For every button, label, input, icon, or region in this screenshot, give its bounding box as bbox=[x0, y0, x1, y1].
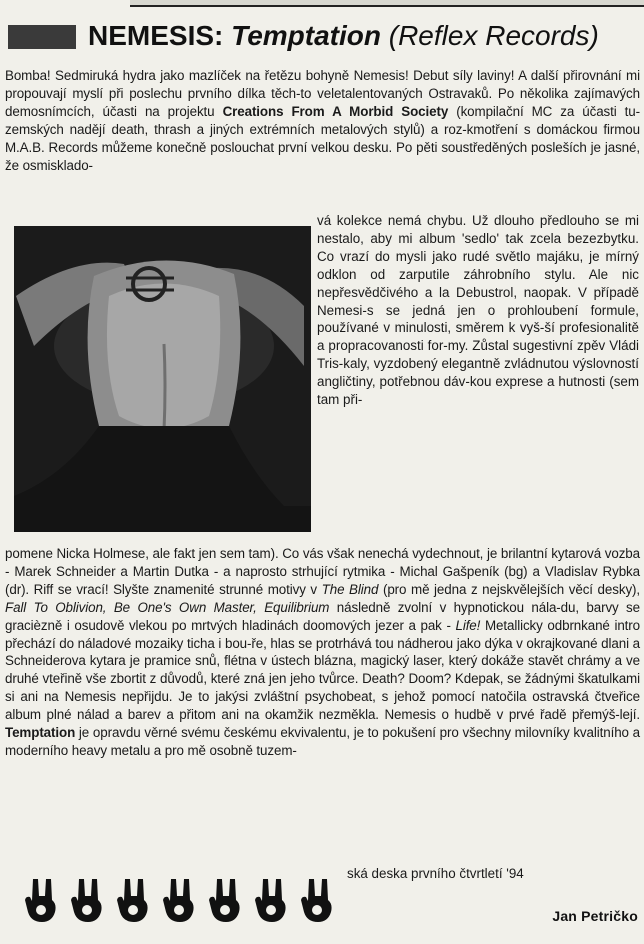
intro-text-2: (kompilační MC za účasti tu-zemských nadějí death, thrash a jiných extrémních metalových stylů) a roz-kmotření s domáckou firmou M.A.B. Records můžeme konečně poslouchat první velkou desku. Po pěti soustředěných posleších je jasné, že osmisklado- bbox=[5, 103, 641, 173]
main-paragraph bbox=[5, 545, 640, 760]
headline-title bbox=[88, 18, 599, 54]
horns-hand-icon bbox=[252, 876, 292, 924]
closing-line: ská deska prvního čtvrtletí '94 bbox=[347, 866, 524, 881]
horns-hand-icon bbox=[298, 876, 338, 924]
horns-hand-icon bbox=[160, 876, 200, 924]
compilation-name: Creations From A Morbid Society bbox=[222, 103, 449, 119]
horns-hand-icon bbox=[68, 876, 108, 924]
track-titles-list: Fall To Oblivion, Be One's Own Master, Equilibrium bbox=[5, 599, 330, 615]
author-signature: Jan Petričko bbox=[552, 908, 638, 924]
album-title: Temptation bbox=[231, 20, 381, 51]
track-title-the-blind: The Blind bbox=[321, 581, 379, 597]
wrapped-paragraph: vá kolekce nemá chybu. Už dlouho předlouho se mi nestalo, aby mi album 'sedlo' tak zcela bezezbytku. Co vrazí do mysli jako rudé světlo majáku, je mírný odklon od zarputile záhrobního stylu. Ale nic nepřesvědčivého a la Debustrol, naopak. V případě Nemesi-s se jedná jen o prohloubení formule, používané v minulosti, směrem k vyš-ší profesionalitě a propracovanosti for-my. Zůstal sugestivní zpěv Vládi Tris-kaly, vyzdobený elegantně zvládnutou výslovností angličtiny, potřebnou dáv-kou exprese a hutnosti (sem tam při- bbox=[317, 213, 639, 408]
body-text-3: následně zvolní v hypnotickou nála-du, barvy se gracièzně i osudově vlekou po mrtvých hladinách doomových jezer a pak - bbox=[5, 599, 640, 633]
body-text-4: Metallicky odbrnkané intro přechází do náladové mozaiky ticha i bou-ře, hlas se protrhává tou nádherou jako dýka v okrajkované dlani a Schneiderova kytara je pramice snů, flétna v ústech blázna, magický laser, který dokáže stavět chrámy a ve druhé vteřině vše zbortit z důvodů, které zná jen jeho tvůrce. Death? Doom? Kdepak, se žádnými škatulkami si ani na Nemesis nepřijdu. Je to jakýsi zvláštní psychobeat, s jehož pomocí natočila ostravská čtveřice album plné nálad a barev a přitom ani na okamžik nezměkla. Nemesis o hudbě v prvé řadě přemýš-lejí. bbox=[5, 617, 640, 723]
band-photo bbox=[14, 226, 311, 532]
body-text-1: pomene Nicka Holmese, ale fakt jen sem tam). Co vás však nenechá vydechnout, je brilantní kytarová vozba - Marek Schneider a Martin Dutka - a naprosto strhující rytmika - Michal Gašpeník (bg) a Vladislav Rybka (dr). Riff se vrací! Slyšte znamenité strunné motivy v bbox=[5, 546, 640, 597]
body-text-2: (pro mě jedna z nejskvělejších věcí desky), bbox=[378, 581, 641, 597]
body-text-5: je opravdu věrné svému českému ekvivalentu, je to pokušení pro všechny milovníky kvalitního a moderního heavy metalu a pro mě osobně tuzem- bbox=[5, 725, 640, 758]
album-title-inline: Temptation bbox=[5, 725, 76, 741]
horns-hand-icon bbox=[114, 876, 154, 924]
record-label: (Reflex Records) bbox=[388, 20, 599, 51]
top-edge-rule bbox=[130, 0, 644, 7]
horns-hand-icon bbox=[206, 876, 246, 924]
intro-text-1: Bomba! Sedmiruká hydra jako mazlíček na řetězu bohyně Nemesis! Debut síly laviny! A další přirovnání mi propouvají myslí při poslechu prvního dílka těch-to veletalentovaných Ostravaků. Po několika zajímavých demosnímcích, účasti na projektu bbox=[5, 68, 640, 119]
rating-row bbox=[22, 876, 342, 926]
headline bbox=[8, 12, 644, 58]
band-name: NEMESIS: bbox=[88, 20, 224, 51]
headline-bar bbox=[8, 25, 76, 49]
horns-hand-icon bbox=[22, 876, 62, 924]
track-title-life: Life! bbox=[455, 617, 481, 633]
intro-paragraph bbox=[5, 67, 640, 174]
